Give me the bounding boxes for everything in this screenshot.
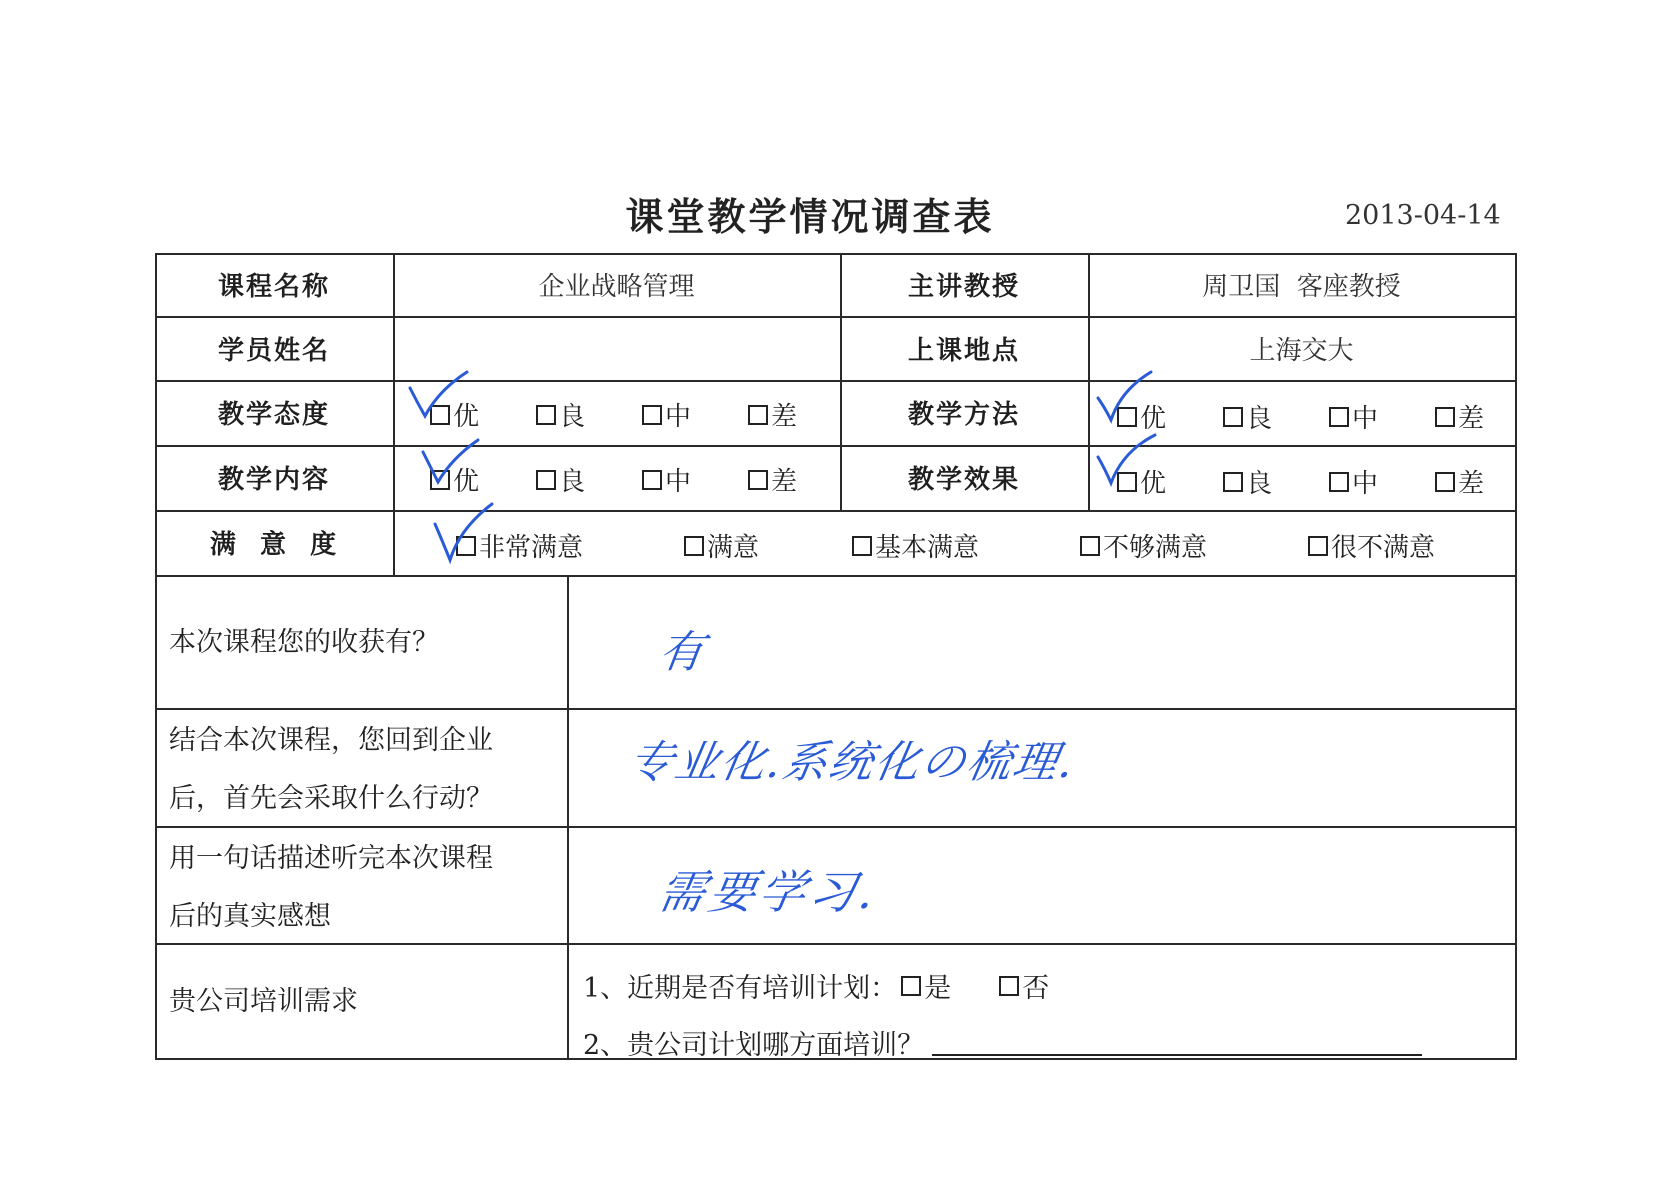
check-mark-icon: [405, 368, 485, 438]
check-mark-icon: [418, 438, 498, 498]
lecturer-value: 周卫国 客座教授: [1202, 272, 1401, 302]
checkbox[interactable]: [1435, 472, 1455, 492]
question-training-needs: 贵公司培训需求: [169, 985, 358, 1017]
satisfaction-option-very-unsatisfied[interactable]: 很不满意: [1308, 527, 1435, 564]
col-divider: [567, 575, 569, 1060]
location-label: 上课地点: [907, 335, 1020, 366]
checkbox[interactable]: [1223, 407, 1243, 427]
training-area-row: 2、贵公司计划哪方面培训？: [583, 1023, 1422, 1062]
answer-gains: 有: [655, 627, 707, 678]
content-option-good[interactable]: 良: [536, 461, 585, 498]
teaching-attitude-label: 教学态度: [217, 400, 330, 430]
checkbox[interactable]: [1308, 536, 1328, 556]
row-divider: [155, 708, 1517, 710]
checkbox[interactable]: [748, 470, 768, 490]
effect-option-excellent[interactable]: 优: [1117, 463, 1166, 500]
satisfaction-label: 满 意 度: [209, 530, 339, 560]
teaching-method-label: 教学方法: [907, 400, 1020, 430]
training-area-input[interactable]: [932, 1030, 1422, 1056]
checkbox[interactable]: [1329, 472, 1349, 492]
question-action: 结合本次课程，您回到企业 后，首先会采取什么行动？: [169, 725, 493, 814]
attitude-option-excellent[interactable]: 优: [430, 396, 479, 433]
form-date: 2013-04-14: [1345, 200, 1501, 231]
training-plan-row: 1、近期是否有培训计划： 是 否: [583, 973, 1050, 1004]
content-option-excellent[interactable]: 优: [430, 461, 479, 498]
attitude-option-poor[interactable]: 差: [748, 396, 797, 433]
content-option-average[interactable]: 中: [642, 461, 691, 498]
checkbox[interactable]: [536, 405, 556, 425]
method-option-excellent[interactable]: 优: [1117, 398, 1166, 435]
check-mark-icon: [1093, 370, 1173, 440]
location-value: 上海交大: [1249, 335, 1354, 366]
checkbox[interactable]: [1329, 407, 1349, 427]
attitude-option-good[interactable]: 良: [536, 396, 585, 433]
table-border-right: [1515, 253, 1517, 1060]
course-name-value: 企业战略管理: [538, 272, 695, 302]
checkbox[interactable]: [536, 470, 556, 490]
teaching-effect-label: 教学效果: [907, 465, 1020, 495]
satisfaction-option-satisfied[interactable]: 满意: [684, 527, 759, 564]
method-option-average[interactable]: 中: [1329, 398, 1378, 435]
question-gains: 本次课程您的收获有？: [169, 626, 439, 658]
checkbox[interactable]: [852, 536, 872, 556]
course-name-label: 课程名称: [217, 272, 330, 302]
check-mark-icon: [430, 502, 510, 572]
satisfaction-option-basically-satisfied[interactable]: 基本满意: [852, 527, 979, 564]
checkbox[interactable]: [642, 470, 662, 490]
attitude-option-average[interactable]: 中: [642, 396, 691, 433]
checkbox[interactable]: [684, 536, 704, 556]
method-option-good[interactable]: 良: [1223, 398, 1272, 435]
satisfaction-option-very-satisfied[interactable]: 非常满意: [456, 527, 583, 564]
lecturer-label: 主讲教授: [907, 272, 1020, 302]
form-title: 课堂教学情况调查表: [625, 195, 995, 239]
checkbox[interactable]: [1080, 536, 1100, 556]
checkbox[interactable]: [1223, 472, 1243, 492]
checkbox[interactable]: [748, 405, 768, 425]
effect-option-average[interactable]: 中: [1329, 463, 1378, 500]
check-mark-icon: [1093, 433, 1173, 503]
checkbox[interactable]: [642, 405, 662, 425]
method-option-poor[interactable]: 差: [1435, 398, 1484, 435]
question-feeling: 用一句话描述听完本次课程 后的真实感想: [169, 843, 493, 932]
teaching-content-label: 教学内容: [217, 465, 330, 495]
student-name-label: 学员姓名: [217, 335, 330, 366]
answer-feeling: 需要学习.: [654, 865, 883, 919]
checkbox[interactable]: [1435, 407, 1455, 427]
effect-option-poor[interactable]: 差: [1435, 463, 1484, 500]
satisfaction-option-not-satisfied[interactable]: 不够满意: [1080, 527, 1207, 564]
training-no-checkbox[interactable]: [999, 976, 1019, 996]
effect-option-good[interactable]: 良: [1223, 463, 1272, 500]
training-yes-checkbox[interactable]: [901, 976, 921, 996]
answer-action: 专业化.系统化の梳理.: [624, 737, 1080, 788]
content-option-poor[interactable]: 差: [748, 461, 797, 498]
